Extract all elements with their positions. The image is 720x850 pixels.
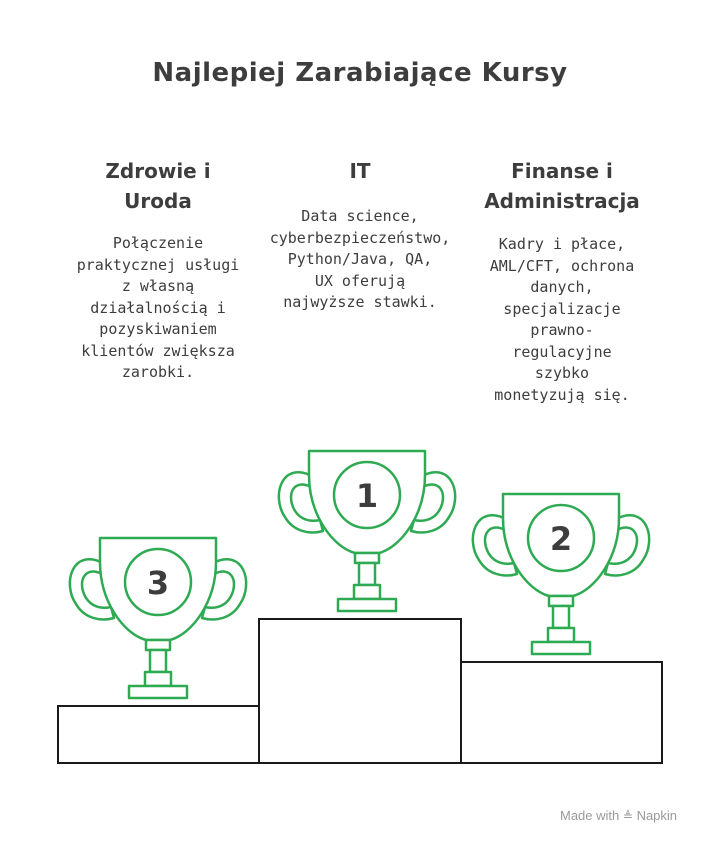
podium-block-second	[461, 662, 662, 763]
column-heading: IT	[349, 159, 371, 183]
column-heading: Finanse i Administracja	[484, 159, 640, 213]
podium-block-first	[259, 619, 461, 763]
rank-number: 3	[146, 564, 170, 602]
column-heading: Zdrowie i Uroda	[105, 159, 211, 213]
rank-number: 1	[355, 477, 379, 515]
trophy-second-icon	[473, 494, 649, 654]
column-description: Kadry i płace, AML/CFT, ochrona danych, specjalizacje prawno- regulacyjne szybko monetyzują się.	[489, 235, 635, 404]
trophy-third-icon	[70, 538, 246, 698]
watermark-prefix: Made with	[560, 808, 620, 823]
watermark-brand: Napkin	[636, 808, 678, 823]
watermark	[560, 808, 677, 823]
column-description: Data science, cyberbezpieczeństwo, Python/Java, QA, UX oferują najwyższe stawki.	[269, 207, 451, 311]
podium-block-third	[58, 706, 259, 763]
page-title: Najlepiej Zarabiające Kursy	[152, 58, 568, 88]
column-description: Połączenie praktycznej usługi z własną działalnością i pozyskiwaniem klientów zwiększa zarobki.	[76, 234, 240, 381]
rank-number: 2	[549, 520, 573, 558]
napkin-logo-icon: ≜	[622, 809, 633, 823]
trophy-first-icon	[279, 451, 455, 611]
